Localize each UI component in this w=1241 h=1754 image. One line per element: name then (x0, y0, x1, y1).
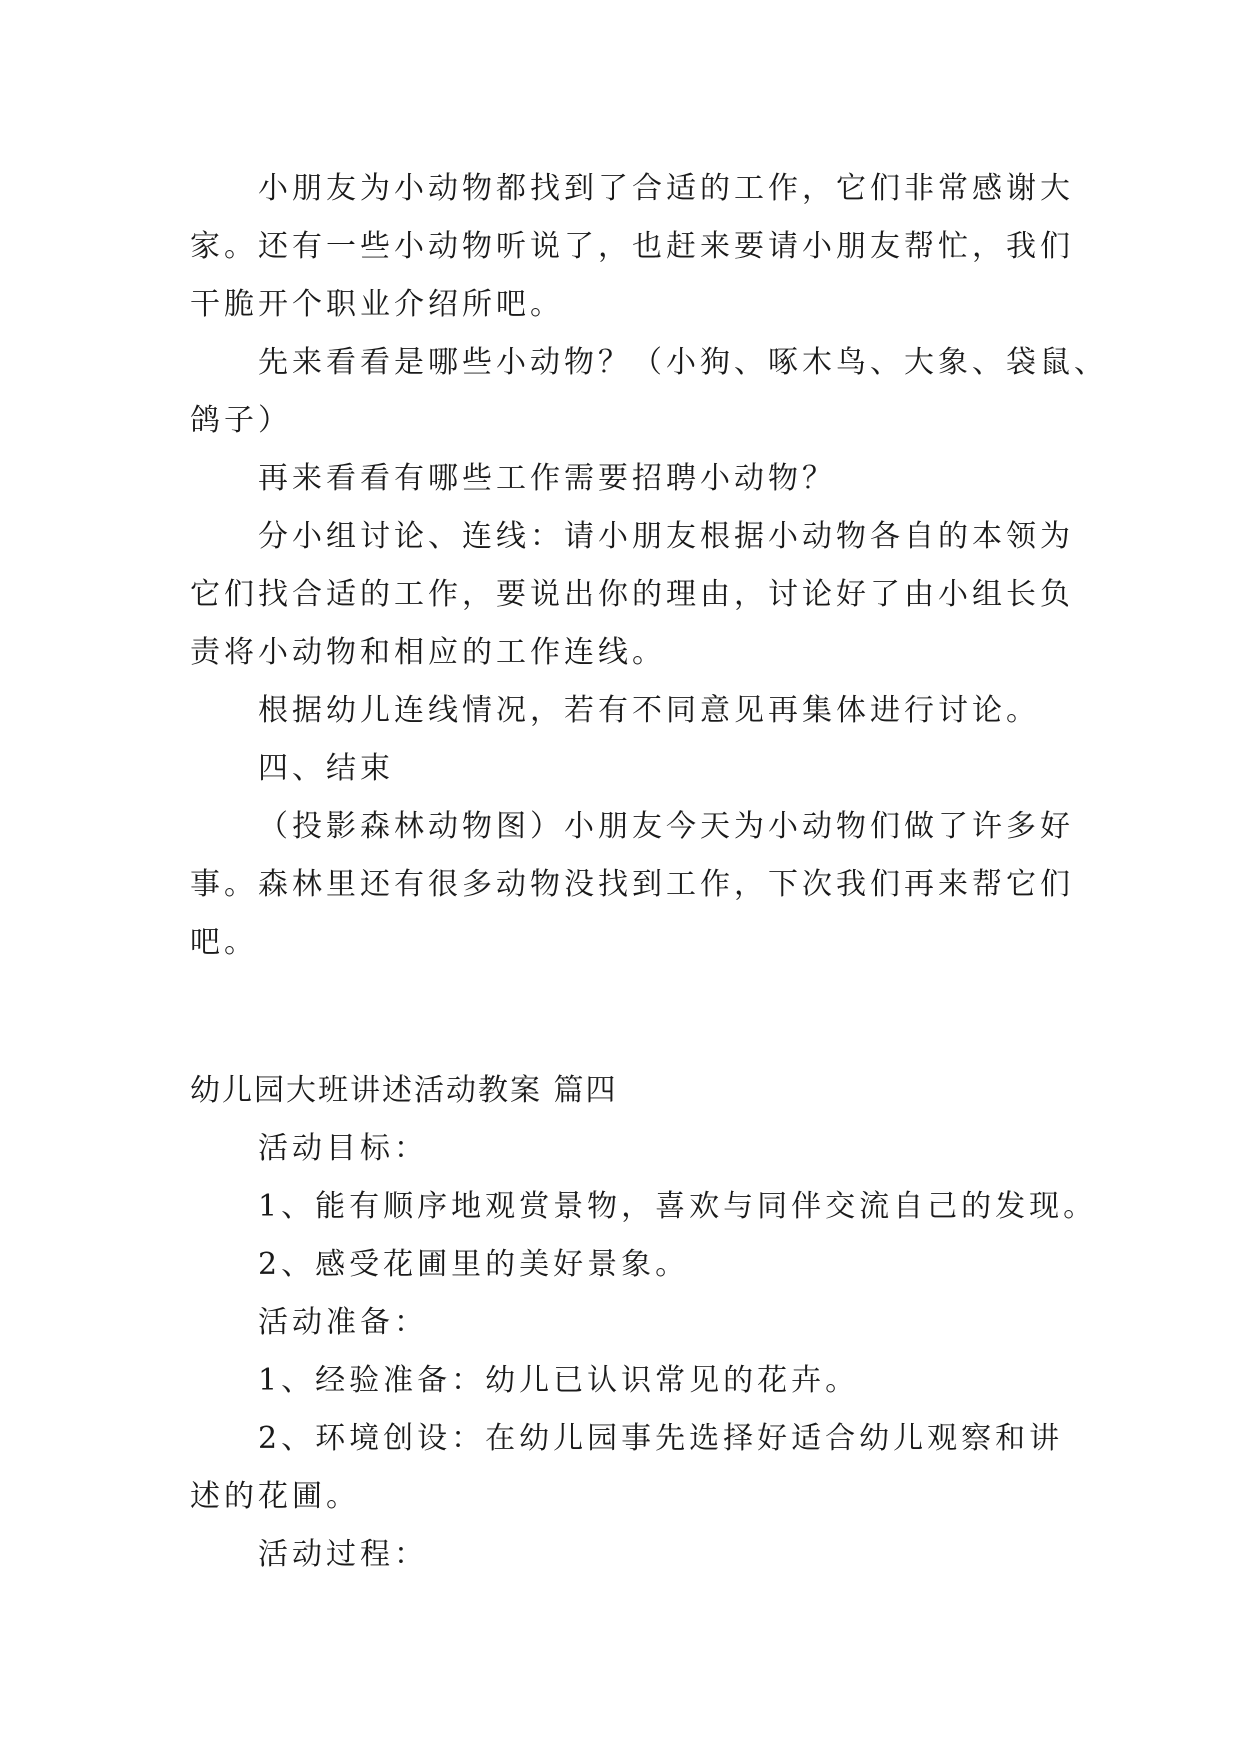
prep-item-continued: 述的花圃。 (190, 1479, 360, 1514)
paragraph-line: 再来看看有哪些工作需要招聘小动物？ (258, 461, 836, 496)
paragraph-line: 它们找合适的工作，要说出你的理由，讨论好了由小组长负 (190, 577, 1074, 612)
paragraph-line: 吧。 (190, 925, 258, 960)
step-heading: 四、结束 (258, 751, 394, 786)
paragraph-line: 事。森林里还有很多动物没找到工作，下次我们再来帮它们 (190, 867, 1074, 902)
prep-item: 1、经验准备：幼儿已认识常见的花卉。 (258, 1363, 860, 1398)
paragraph-line: 先来看看是哪些小动物？（小狗、啄木鸟、大象、袋鼠、 (258, 345, 1108, 380)
goal-item: 2、感受花圃里的美好景象。 (258, 1247, 690, 1282)
section-gap (190, 972, 1060, 1062)
prep-label: 活动准备： (258, 1305, 428, 1340)
document-body (190, 160, 1108, 1584)
paragraph-line: 责将小动物和相应的工作连线。 (190, 635, 666, 670)
paragraph-line: 干脆开个职业介绍所吧。 (190, 287, 564, 322)
section-title: 幼儿园大班讲述活动教案 篇四 (190, 1073, 618, 1108)
prep-item: 2、环境创设：在幼儿园事先选择好适合幼儿观察和讲 (258, 1421, 1064, 1456)
paragraph-line: 分小组讨论、连线：请小朋友根据小动物各自的本领为 (258, 519, 1074, 554)
paragraph-line: 根据幼儿连线情况，若有不同意见再集体进行讨论。 (258, 693, 1040, 728)
goal-item: 1、能有顺序地观赏景物，喜欢与同伴交流自己的发现。 (258, 1189, 1098, 1224)
paragraph-line: （投影森林动物图）小朋友今天为小动物们做了许多好 (258, 809, 1074, 844)
paragraph-line: 家。还有一些小动物听说了，也赶来要请小朋友帮忙，我们 (190, 229, 1074, 264)
goals-label: 活动目标： (258, 1131, 428, 1166)
paragraph-line: 鸽子） (190, 403, 292, 438)
paragraph-line: 小朋友为小动物都找到了合适的工作，它们非常感谢大 (258, 171, 1074, 206)
process-label: 活动过程： (258, 1537, 428, 1572)
